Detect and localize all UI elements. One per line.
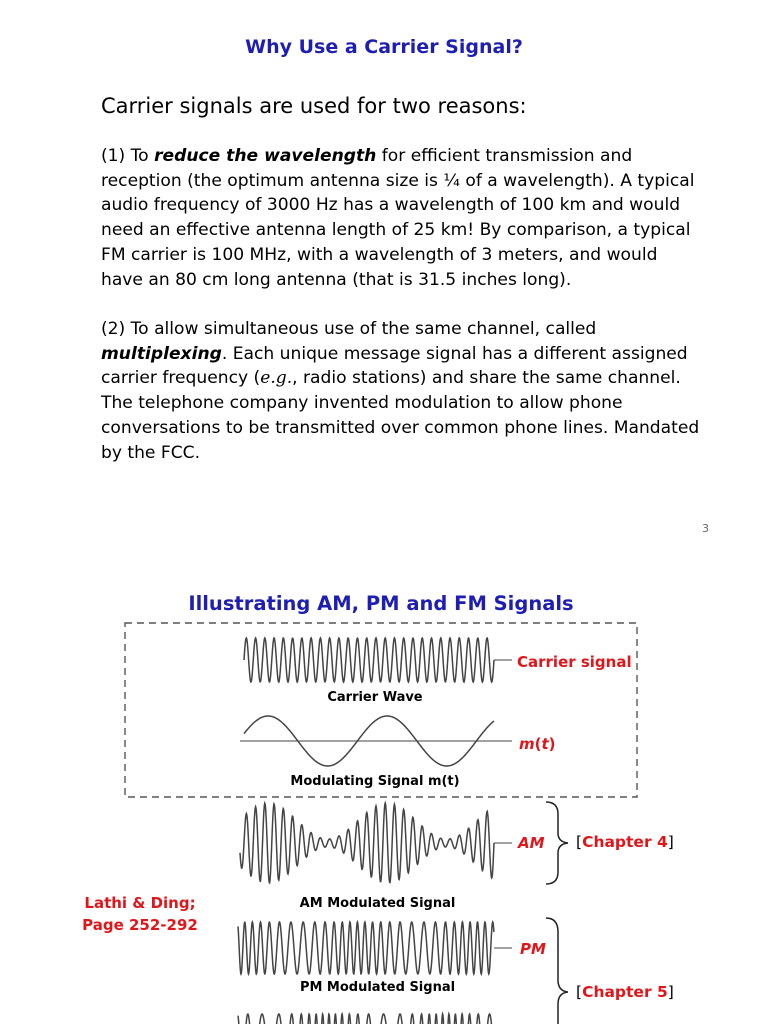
am-caption: AM Modulated Signal [299, 896, 456, 911]
fm-chapter-open: [ [576, 983, 583, 1001]
reason-2-text-a: . Each unique message signal has a different assigned carrier frequency ( [101, 343, 688, 389]
reason-1-emphasis: reduce the wavelength [154, 146, 377, 166]
am-chapter-ref [576, 833, 674, 851]
am-wave [240, 803, 494, 883]
reason-1-text: for efficient transmission and reception (the optimum antenna size is ¼ of a wavelength). A typical audio frequency of 3000 Hz has a wavelength of 100 km and would need an effective antenna length of 25 km! By comparison, a typical FM carrier is 100 MHz, with a wavelength of 3 meters, and would have an 80 cm long antenna (that is 31.5 inches long). [101, 146, 695, 290]
am-chapter-close: ] [667, 833, 674, 851]
reason-2-emphasis: multiplexing [101, 343, 222, 364]
modulating-label [519, 735, 556, 753]
fm-wave [238, 1014, 494, 1024]
fm-chapter-close: ] [667, 983, 674, 1001]
carrier-label: Carrier signal [517, 653, 632, 671]
reason-2-prefix: (2) To allow simultaneous use of the same channel, called [101, 319, 597, 339]
reason-1-prefix: (1) To [101, 146, 155, 166]
am-chapter-open: [ [576, 833, 583, 851]
modulating-caption: Modulating Signal m(t) [290, 774, 460, 789]
reason-2-eg: e.g. [260, 368, 293, 389]
am-label [518, 834, 545, 852]
pm-caption: PM Modulated Signal [299, 980, 456, 995]
dashed-frame [125, 623, 637, 797]
reference-line-1: Lathi & Ding; [84, 894, 196, 912]
pm-label [520, 940, 546, 958]
fm-chapter-ref [576, 983, 674, 1001]
reason-2-text-b: , radio stations) and share the same channel. The telephone company invented modulation to allow phone conversations to be transmitted over common phone lines. Mandated by the FCC. [101, 368, 700, 463]
carrier-wave [244, 638, 494, 682]
page-number: 3 [702, 522, 709, 535]
reference-line-2: Page 252-292 [82, 916, 198, 934]
pm-wave [238, 922, 494, 974]
slide-title: Why Use a Carrier Signal? [245, 36, 523, 58]
modulating-label-paren-open: ( [534, 735, 542, 753]
modulating-label-m: m [519, 735, 535, 753]
pm-fm-brace [546, 918, 568, 1024]
am-brace [546, 802, 568, 884]
diagram-title: Illustrating AM, PM and FM Signals [188, 592, 574, 615]
modulating-label-t: t [541, 735, 549, 753]
am-chapter-text: Chapter 4 [582, 833, 668, 851]
am-label-text: AM [518, 834, 545, 852]
reference-citation [70, 892, 210, 936]
modulating-label-paren-close: ) [548, 735, 556, 753]
fm-chapter-text: Chapter 5 [582, 983, 668, 1001]
pm-label-text: PM [520, 940, 546, 958]
carrier-caption: Carrier Wave [327, 690, 423, 705]
slide-subtitle: Carrier signals are used for two reasons: [101, 94, 527, 118]
